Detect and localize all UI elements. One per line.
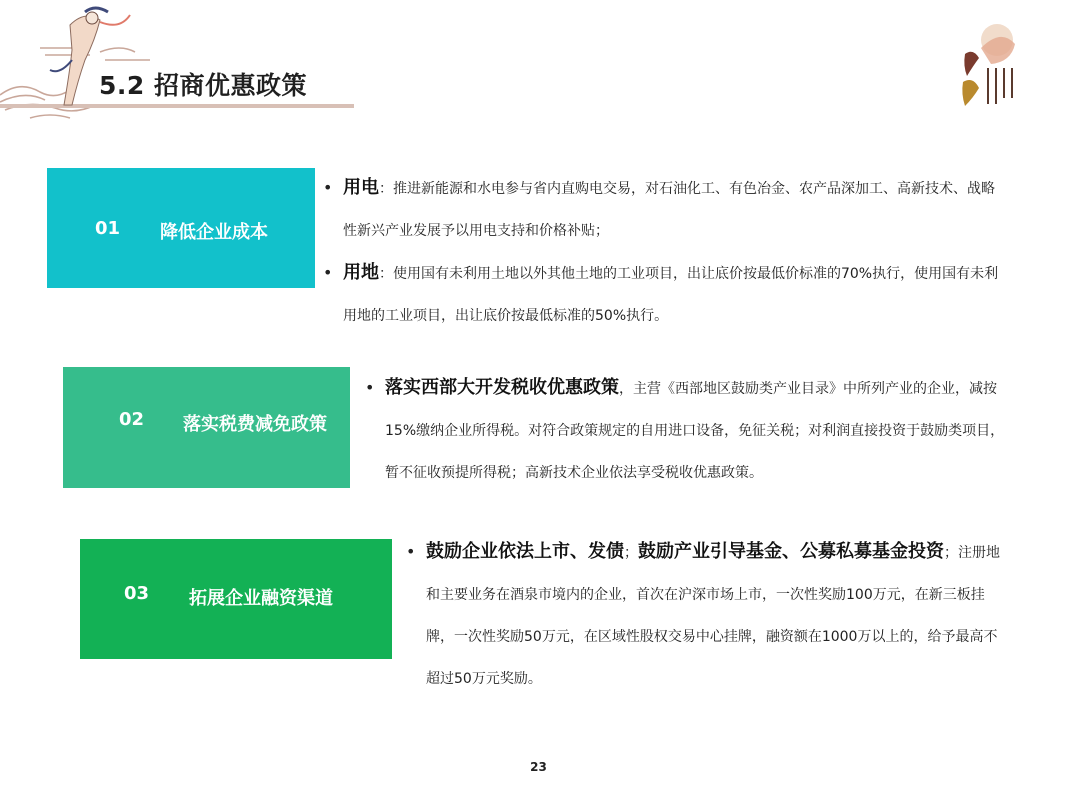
list-item bbox=[323, 167, 1003, 252]
bullet-text: ；注册地和主要业务在酒泉市境内的企业，首次在沪深市场上市，一次性奖励100万元，在新三板挂牌，一次性奖励50万元，在区域性股权交易中心挂牌，融资额在1000万以上的，给予最高不超过50万元奖励。 bbox=[426, 545, 1000, 687]
policy-number: 03 bbox=[124, 583, 150, 604]
list-item bbox=[365, 367, 1005, 494]
policy-card-1 bbox=[47, 168, 315, 288]
policy-title: 降低企业成本 bbox=[160, 222, 268, 243]
melon-logo-icon bbox=[951, 18, 1021, 118]
policy-number: 01 bbox=[95, 218, 121, 239]
policy-2-details bbox=[365, 367, 1005, 494]
policy-card-2 bbox=[63, 367, 350, 488]
policy-number: 02 bbox=[119, 409, 145, 430]
list-item bbox=[406, 531, 1010, 700]
bullet-keyword: 鼓励产业引导基金、公募私募基金投资 bbox=[638, 541, 944, 562]
bullet-keyword: 用电 bbox=[343, 177, 379, 198]
policy-1-details bbox=[323, 167, 1003, 337]
page-title: 5.2 招商优惠政策 bbox=[99, 71, 307, 100]
page-number: 23 bbox=[530, 760, 547, 774]
bullet-separator: ； bbox=[624, 545, 638, 561]
list-item bbox=[323, 252, 1003, 337]
header-decoration bbox=[0, 0, 360, 130]
bullet-keyword: 用地 bbox=[343, 262, 379, 283]
bullet-keyword: 落实西部大开发税收优惠政策 bbox=[385, 377, 619, 398]
bullet-text: ：推进新能源和水电参与省内直购电交易，对石油化工、有色冶金、农产品深加工、高新技术、战略性新兴产业发展予以用电支持和价格补贴； bbox=[343, 181, 995, 239]
bullet-text: ，主营《西部地区鼓励类产业目录》中所列产业的企业，减按15%缴纳企业所得税。对符合政策规定的自用进口设备，免征关税；对利润直接投资于鼓励类项目，暂不征收预提所得税；高新技术企业依法享受税收优惠政策。 bbox=[385, 381, 1005, 481]
bullet-keyword: 鼓励企业依法上市、发债 bbox=[426, 541, 624, 562]
policy-title: 拓展企业融资渠道 bbox=[189, 588, 333, 609]
policy-3-details bbox=[406, 531, 1010, 700]
policy-title: 落实税费减免政策 bbox=[183, 414, 327, 435]
policy-card-3 bbox=[80, 539, 392, 659]
bullet-text: ：使用国有未利用土地以外其他土地的工业项目，出让底价按最低价标准的70%执行，使用国有未利用地的工业项目，出让底价按最低标准的50%执行。 bbox=[343, 266, 999, 324]
